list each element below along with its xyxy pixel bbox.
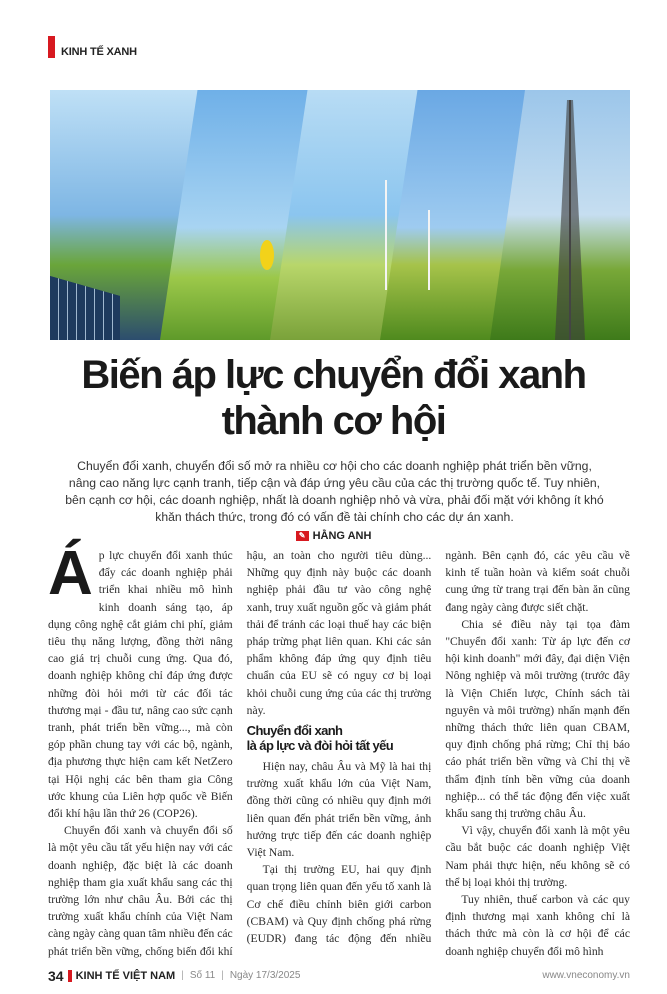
- subheading: Chuyển đổi xanh là áp lực và đòi hỏi tất yếu: [246, 723, 394, 754]
- separator: |: [221, 970, 224, 982]
- paragraph: Tại thị trường EU, hai quy định quan trọng liên quan đến yếu tố xanh là Cơ chế điều chỉnh biên giới carbon (CBAM) và Quy định chống phá rừng (EUDR) đang tác động đến nhiều ngành. Bên cạnh đó, các yêu cầu về kinh tế tuần hoàn và kiểm soát chuỗi cung ứng từ trang trại đến bàn ăn cũng đang ngày càng được siết chặt.: [246, 549, 630, 946]
- paragraph: Áp lực chuyển đổi xanh thúc đẩy các doanh nghiệp phải triển khai nhiều mô hình kinh doanh sáng tạo, áp dụng công nghệ cắt giảm chi phí, giảm tiêu thụ năng lượng, đồng thời nâng cao giá trị chuỗi cung ứng. Qua đó, doanh nghiệp không chỉ đáp ứng được những đòi hỏi mới từ các đối tác thương mại - đầu tư, nâng cao sức cạnh tranh, phát triển bền vững..., mà còn góp phần chung tay với các bộ, ngành, địa phương thực hiện cam kết NetZero tại Hội nghị các bên tham gia Công ước khung của Liên hợp quốc về Biến đổi khí hậu lần thứ 26 (COP26).: [48, 539, 233, 821]
- wind-turbine: [385, 180, 387, 290]
- wind-turbine: [428, 210, 430, 290]
- section-bar: [48, 36, 55, 58]
- section-name: KINH TẾ XANH: [61, 46, 137, 58]
- hero-image-collage: [50, 90, 630, 340]
- article-lead: Chuyển đổi xanh, chuyển đổi số mở ra nhiều cơ hội cho các doanh nghiệp phát triển bền vững, nâng cao năng lực cạnh tranh, tiếp cận và đáp ứng yêu cầu của các thị trường quốc tế. Tuy nhiên, bên cạnh cơ hội, các doanh nghiệp, nhất là doanh nghiệp nhỏ và vừa, phải đối mặt với không ít khó khăn thách thức, trong đó có vấn đề tài chính cho các dự án xanh.: [65, 459, 604, 524]
- yellow-flower: [260, 240, 274, 270]
- solar-panel: [50, 260, 120, 340]
- paragraph: Chia sẻ điều này tại tọa đàm "Chuyển đổi xanh: Từ áp lực đến cơ hội kinh doanh" mới đây, đại diện Viện Nông nghiệp và môi trường (trước đây là Viện Chiến lược, Chính sách tài nguyên và môi trường) nhấn mạnh đến những thách thức liên quan CBAM, quy định chống phá rừng; Chỉ thị báo cáo phát triển bền vững và Chỉ thị về thẩm định tính bền vững của doanh nghiệp... có thể tác động đến việc xuất khẩu sang thị trường châu Âu.: [445, 617, 630, 821]
- drop-cap: Á: [48, 539, 93, 608]
- issue-number: Số 11: [189, 970, 216, 982]
- paragraph: Chuyển đổi xanh và chuyển đổi số là một yêu cầu tất yếu hiện nay với các doanh nghiệp, đặc biệt là các doanh nghiệp tham gia xuất khẩu sang các thị trường lớn như châu Âu. Bởi các thị trường xuất khẩu chính của Việt Nam càng ngày càng quan tâm nhiều đến các phát triển bền vững, chống biến đổi khí hậu, an toàn cho người tiêu dùng... Những quy định này buộc các doanh nghiệp phải đầu tư vào công nghệ xanh, truy xuất nguồn gốc và giảm phát thải để tránh các loại thuế hay các biện pháp trừng phạt liên quan. Khi các sản phẩm không đáp ứng quy định tiêu chuẩn của EU sẽ có nguy cơ bị loại khỏi chuỗi cung ứng của các thị trường này.: [48, 549, 432, 958]
- article-body: [48, 539, 630, 960]
- paragraph: Hiện nay, châu Âu và Mỹ là hai thị trường xuất khẩu lớn của Việt Nam, đồng thời cũng có nhiều quy định mới liên quan đến phát triển bền vững, ảnh hưởng trực tiếp đến các doanh nghiệp Việt Nam.: [246, 760, 432, 860]
- website-url: www.vneconomy.vn: [542, 970, 630, 982]
- pen-icon: ✎: [296, 531, 309, 541]
- page-footer: [48, 968, 630, 984]
- section-label: [48, 36, 630, 58]
- separator: |: [181, 970, 184, 982]
- paragraph: Vì vậy, chuyển đổi xanh là một yêu cầu bắt buộc các doanh nghiệp Việt Nam phải thực hiện, nếu không sẽ có thể bị loại khỏi thị trường.: [445, 824, 630, 889]
- author-byline: [0, 529, 667, 543]
- article-title: Biến áp lực chuyển đổi xanh thành cơ hội: [81, 353, 586, 443]
- issue-date: Ngày 17/3/2025: [229, 970, 301, 982]
- paragraph: Tuy nhiên, thuế carbon và các quy định thương mại xanh không chỉ là thách thức mà còn là cơ hội để các doanh nghiệp chuyển đổi mô hình: [445, 893, 630, 958]
- author-name: HẰNG ANH: [312, 530, 372, 542]
- magazine-name: KINH TẾ VIỆT NAM: [75, 969, 176, 982]
- footer-red-bar: [68, 970, 72, 982]
- page-number: 34: [48, 967, 64, 984]
